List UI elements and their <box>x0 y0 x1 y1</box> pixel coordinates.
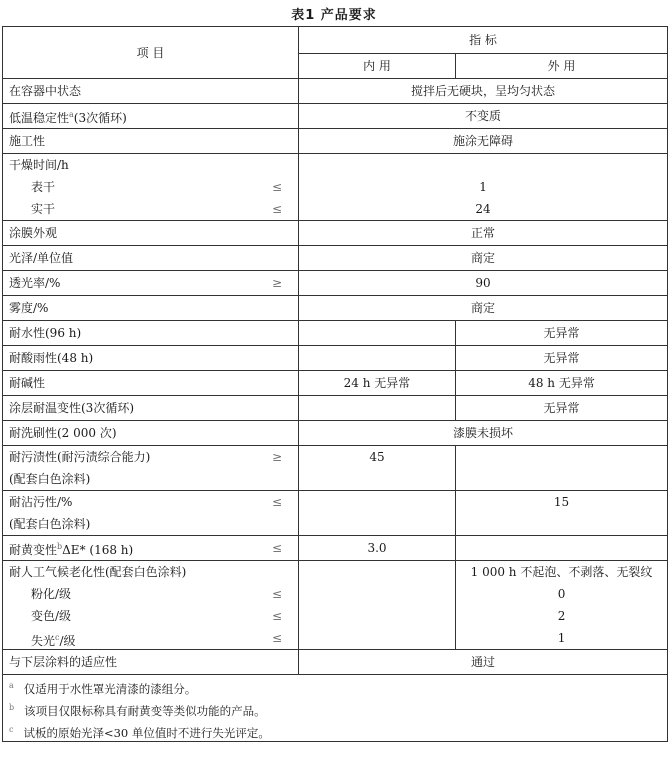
row-item: 耐洗刷性(2 000 次) <box>3 421 299 446</box>
table-row <box>3 346 668 371</box>
header-indicator: 指 标 <box>299 27 668 54</box>
row-interior: 3.0 <box>299 536 456 561</box>
row-item: 耐黄变性$^b$ΔE* (168 h) ≤ <box>3 536 299 561</box>
table-row <box>3 561 668 650</box>
table-row <box>3 271 668 296</box>
footnote-b: $^b$ 该项目仅限标称具有耐黄变等类似功能的产品。 <box>9 703 266 718</box>
table-row <box>3 79 668 104</box>
row-exterior: 无异常 <box>456 321 668 346</box>
row-interior <box>299 346 456 371</box>
row-value: 90 <box>299 271 668 296</box>
footnote-a: $^a$ 仅适用于水性罩光清漆的漆组分。 <box>9 681 197 696</box>
row-item: 涂层耐温变性(3次循环) <box>3 396 299 421</box>
table-row <box>3 446 668 491</box>
row-value: 搅拌后无硬块，呈均匀状态 <box>299 79 668 104</box>
row-interior <box>299 491 456 536</box>
row-item: 耐酸雨性(48 h) <box>3 346 299 371</box>
row-item: 低温稳定性$^a$(3次循环) <box>3 104 299 129</box>
header-item: 项 目 <box>3 27 299 79</box>
row-item: 雾度/% <box>3 296 299 321</box>
row-value: 不变质 <box>299 104 668 129</box>
row-interior <box>299 321 456 346</box>
row-value: 商定 <box>299 246 668 271</box>
header-row <box>3 27 668 54</box>
header-exterior: 外 用 <box>456 54 668 79</box>
table-notes <box>3 675 668 742</box>
table-row <box>3 321 668 346</box>
row-interior <box>299 561 456 650</box>
row-interior: 24 h 无异常 <box>299 371 456 396</box>
row-item: 光泽/单位值 <box>3 246 299 271</box>
table-row <box>3 421 668 446</box>
row-exterior: 15 <box>456 491 668 536</box>
row-value: 商定 <box>299 296 668 321</box>
table-row <box>3 371 668 396</box>
product-requirements-table <box>2 26 668 742</box>
row-item: 与下层涂料的适应性 <box>3 650 299 675</box>
row-item: 施工性 <box>3 129 299 154</box>
footnote-c: $^c$ 试板的原始光泽<30 单位值时不进行失光评定。 <box>9 725 270 740</box>
row-item: 耐沾污性/% ≤ (配套白色涂料) <box>3 491 299 536</box>
row-item: 耐污渍性(耐污渍综合能力) ≥ (配套白色涂料) <box>3 446 299 491</box>
row-value: 漆膜未损坏 <box>299 421 668 446</box>
row-exterior: 无异常 <box>456 346 668 371</box>
row-exterior <box>456 446 668 491</box>
row-item: 耐水性(96 h) <box>3 321 299 346</box>
row-item: 在容器中状态 <box>3 79 299 104</box>
row-exterior: 无异常 <box>456 396 668 421</box>
header-interior: 内 用 <box>299 54 456 79</box>
row-item: 涂膜外观 <box>3 221 299 246</box>
row-exterior: 1 000 h 不起泡、不剥落、无裂纹 0 2 1 <box>456 561 668 650</box>
table-row <box>3 104 668 129</box>
row-interior <box>299 396 456 421</box>
row-exterior <box>456 536 668 561</box>
table-title: 表1 产品要求 <box>291 8 377 23</box>
row-value: 施涂无障碍 <box>299 129 668 154</box>
row-item: 干燥时间/h 表干 ≤ 实干 ≤ <box>3 154 299 221</box>
table-row <box>3 396 668 421</box>
row-item: 透光率/% ≥ <box>3 271 299 296</box>
row-value: 1 24 <box>299 154 668 221</box>
table-row <box>3 154 668 221</box>
table-row <box>3 650 668 675</box>
table-row <box>3 221 668 246</box>
table-row <box>3 246 668 271</box>
row-exterior: 48 h 无异常 <box>456 371 668 396</box>
row-value: 通过 <box>299 650 668 675</box>
row-value: 正常 <box>299 221 668 246</box>
row-item: 耐碱性 <box>3 371 299 396</box>
table-row <box>3 129 668 154</box>
table-row <box>3 491 668 536</box>
row-item: 耐人工气候老化性(配套白色涂料) 粉化/级 ≤ 变色/级 ≤ 失光$^c$/级 ≤ <box>3 561 299 650</box>
table-row <box>3 536 668 561</box>
row-interior: 45 <box>299 446 456 491</box>
table-row <box>3 296 668 321</box>
